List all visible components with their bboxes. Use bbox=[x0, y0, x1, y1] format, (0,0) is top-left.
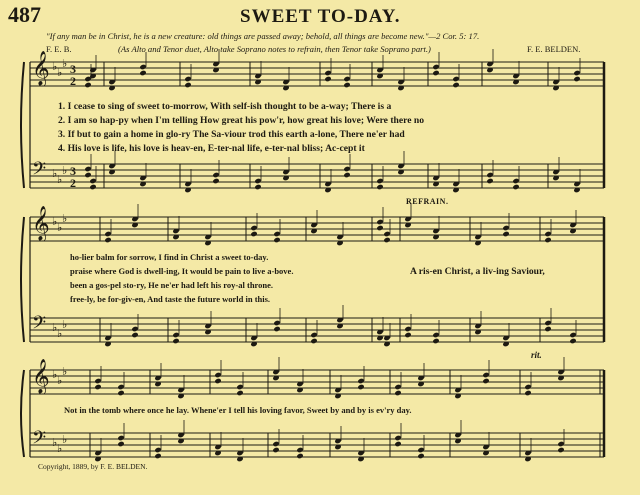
bass-clef: 𝄢 bbox=[32, 313, 47, 338]
melody-note bbox=[544, 237, 551, 243]
melody-note bbox=[236, 384, 243, 390]
melody-note bbox=[482, 378, 489, 384]
melody-note bbox=[573, 76, 580, 82]
bass-harmony-note bbox=[512, 178, 519, 184]
bass-harmony-note bbox=[154, 447, 161, 453]
key-signature: ♭ bbox=[62, 164, 68, 177]
time-signature: 2 bbox=[70, 74, 76, 88]
bass-clef: 𝄢 bbox=[32, 159, 47, 184]
melody-note bbox=[502, 225, 509, 231]
bass-harmony-note bbox=[89, 178, 96, 184]
bass-harmony-note bbox=[569, 338, 576, 344]
key-signature: ♭ bbox=[62, 433, 68, 446]
bass-harmony-note bbox=[512, 184, 519, 190]
bass-harmony-note bbox=[310, 332, 317, 338]
system-brace bbox=[21, 62, 24, 188]
verse-1-line-2: ho-lier balm for sorrow, I find in Christ a sweet to-day. bbox=[70, 252, 269, 262]
bass-harmony-note bbox=[569, 332, 576, 338]
key-signature: ♭ bbox=[62, 365, 68, 378]
melody-note bbox=[376, 225, 383, 231]
bass-harmony-note bbox=[254, 178, 261, 184]
key-signature: ♭ bbox=[57, 173, 63, 186]
refrain-line-1: A ris-en Christ, a liv-ing Saviour, bbox=[410, 266, 545, 277]
bass-harmony-note bbox=[417, 453, 424, 459]
melody-note bbox=[117, 384, 124, 390]
bass-harmony-note bbox=[84, 166, 91, 172]
bass-harmony-note bbox=[557, 441, 564, 447]
bass-harmony-note bbox=[296, 453, 303, 459]
melody-note bbox=[104, 231, 111, 237]
bass-harmony-note bbox=[84, 172, 91, 178]
melody-note bbox=[432, 64, 439, 70]
melody-note bbox=[573, 70, 580, 76]
melody-note bbox=[84, 82, 91, 88]
verse-4-line-2: free-ly, be for-giv-en, And taste the future world in this. bbox=[70, 294, 271, 304]
melody-note bbox=[250, 231, 257, 237]
melody-note bbox=[94, 384, 101, 390]
melody-note bbox=[376, 219, 383, 225]
treble-clef: 𝄞 bbox=[32, 51, 50, 86]
melody-note bbox=[324, 76, 331, 82]
system-brace bbox=[21, 217, 24, 342]
verse-3-line-1: 3. If but to gain a home in glo-ry The Sa-viour trod this earth a-lone, There ne'er had bbox=[58, 129, 405, 140]
bass-harmony-note bbox=[486, 178, 493, 184]
melody-note bbox=[273, 231, 280, 237]
bass-harmony-note bbox=[212, 178, 219, 184]
bass-harmony-note bbox=[417, 447, 424, 453]
treble-clef: 𝄞 bbox=[32, 206, 50, 241]
bass-harmony-note bbox=[272, 447, 279, 453]
bass-harmony-note bbox=[376, 178, 383, 184]
melody-note bbox=[383, 231, 390, 237]
key-signature: ♭ bbox=[52, 321, 58, 334]
key-signature: ♭ bbox=[52, 60, 58, 73]
bass-harmony-note bbox=[343, 166, 350, 172]
melody-note bbox=[452, 82, 459, 88]
melody-note bbox=[184, 82, 191, 88]
bass-harmony-note bbox=[404, 332, 411, 338]
key-signature: ♭ bbox=[52, 368, 58, 381]
melody-note bbox=[184, 76, 191, 82]
refrain-label: REFRAIN. bbox=[406, 197, 449, 206]
verse-4-line-1: 4. His love is life, his love is heav-en, E-ter-nal life, e-ter-nal bliss; Ac-cept it bbox=[58, 143, 365, 154]
ritardando-marking: rit. bbox=[531, 350, 542, 360]
composer-name: F. E. BELDEN. bbox=[527, 44, 581, 54]
bass-harmony-note bbox=[296, 447, 303, 453]
bass-harmony-note bbox=[343, 172, 350, 178]
melody-note bbox=[524, 384, 531, 390]
scripture-epigraph: "If any man be in Christ, he is a new creature: old things are passed away; behold, all things are become new."—2 Cor. 5: 17. bbox=[46, 31, 480, 41]
bass-harmony-note bbox=[394, 435, 401, 441]
bass-harmony-note bbox=[544, 320, 551, 326]
hymn-title: SWEET TO-DAY. bbox=[240, 6, 401, 27]
melody-note bbox=[214, 372, 221, 378]
verse-1-line-1: 1. I cease to sing of sweet to-morrow, With self-ish thought to be a-way; There is a bbox=[58, 101, 392, 112]
melody-note bbox=[273, 237, 280, 243]
melody-note bbox=[383, 237, 390, 243]
verse-2-line-2: praise where God is dwell-ing, It would be pain to live a-bove. bbox=[70, 266, 294, 276]
key-signature: ♭ bbox=[57, 221, 63, 234]
bass-harmony-note bbox=[154, 453, 161, 459]
composer-initials: F. E. B. bbox=[46, 44, 72, 54]
melody-note bbox=[357, 378, 364, 384]
refrain-line-2: Not in the tomb where once he lay. Whene'er I tell his loving favor, Sweet by and by is ev'ry day. bbox=[64, 405, 412, 415]
bass-harmony-note bbox=[117, 435, 124, 441]
bass-harmony-note bbox=[394, 441, 401, 447]
system-brace bbox=[21, 370, 24, 457]
key-signature: ♭ bbox=[57, 66, 63, 79]
bass-harmony-note bbox=[89, 184, 96, 190]
melody-note bbox=[394, 384, 401, 390]
bass-harmony-note bbox=[273, 326, 280, 332]
melody-note bbox=[94, 378, 101, 384]
time-signature: 3 bbox=[70, 62, 76, 76]
bass-harmony-note bbox=[432, 332, 439, 338]
bass-harmony-note bbox=[486, 172, 493, 178]
melody-note bbox=[394, 390, 401, 396]
melody-note bbox=[236, 390, 243, 396]
key-signature: ♭ bbox=[52, 436, 58, 449]
key-signature: ♭ bbox=[57, 442, 63, 455]
bass-clef: 𝄢 bbox=[32, 428, 47, 453]
melody-note bbox=[343, 76, 350, 82]
bass-harmony-note bbox=[131, 332, 138, 338]
verse-3-line-2: been a gos-pel sto-ry, He ne'er had left his roy-al throne. bbox=[70, 280, 274, 290]
bass-harmony-note bbox=[131, 326, 138, 332]
bass-harmony-note bbox=[544, 326, 551, 332]
bass-harmony-note bbox=[172, 332, 179, 338]
melody-note bbox=[357, 384, 364, 390]
bass-harmony-note bbox=[432, 338, 439, 344]
melody-note bbox=[139, 70, 146, 76]
arrangement-note: (As Alto and Tenor duet, Alto take Soprano notes to refrain, then Tenor take Soprano part.) bbox=[118, 44, 431, 54]
melody-note bbox=[432, 70, 439, 76]
verse-2-line-1: 2. I am so hap-py when I'm telling How great his pow'r, how great his love; Were there no bbox=[58, 115, 424, 126]
melody-note bbox=[482, 372, 489, 378]
time-signature: 3 bbox=[70, 164, 76, 178]
melody-note bbox=[524, 390, 531, 396]
melody-note bbox=[214, 378, 221, 384]
melody-note bbox=[250, 225, 257, 231]
bass-harmony-note bbox=[272, 441, 279, 447]
hymn-number: 487 bbox=[8, 2, 41, 27]
bass-harmony-note bbox=[172, 338, 179, 344]
melody-note bbox=[343, 82, 350, 88]
melody-note bbox=[117, 390, 124, 396]
bass-harmony-note bbox=[557, 447, 564, 453]
bass-harmony-note bbox=[117, 441, 124, 447]
treble-clef: 𝄞 bbox=[32, 359, 50, 394]
key-signature: ♭ bbox=[57, 374, 63, 387]
copyright-notice: Copyright, 1889, by F. E. BELDEN. bbox=[38, 462, 148, 471]
melody-note bbox=[452, 76, 459, 82]
bass-harmony-note bbox=[404, 326, 411, 332]
bass-harmony-note bbox=[212, 172, 219, 178]
bass-harmony-note bbox=[254, 184, 261, 190]
bass-harmony-note bbox=[376, 184, 383, 190]
key-signature: ♭ bbox=[62, 57, 68, 70]
key-signature: ♭ bbox=[62, 212, 68, 225]
melody-note bbox=[324, 70, 331, 76]
melody-note bbox=[139, 64, 146, 70]
key-signature: ♭ bbox=[62, 318, 68, 331]
melody-note bbox=[502, 231, 509, 237]
bass-harmony-note bbox=[273, 320, 280, 326]
key-signature: ♭ bbox=[52, 167, 58, 180]
key-signature: ♭ bbox=[52, 215, 58, 228]
time-signature: 2 bbox=[70, 176, 76, 190]
melody-note bbox=[544, 231, 551, 237]
key-signature: ♭ bbox=[57, 327, 63, 340]
melody-note bbox=[104, 237, 111, 243]
bass-harmony-note bbox=[310, 338, 317, 344]
